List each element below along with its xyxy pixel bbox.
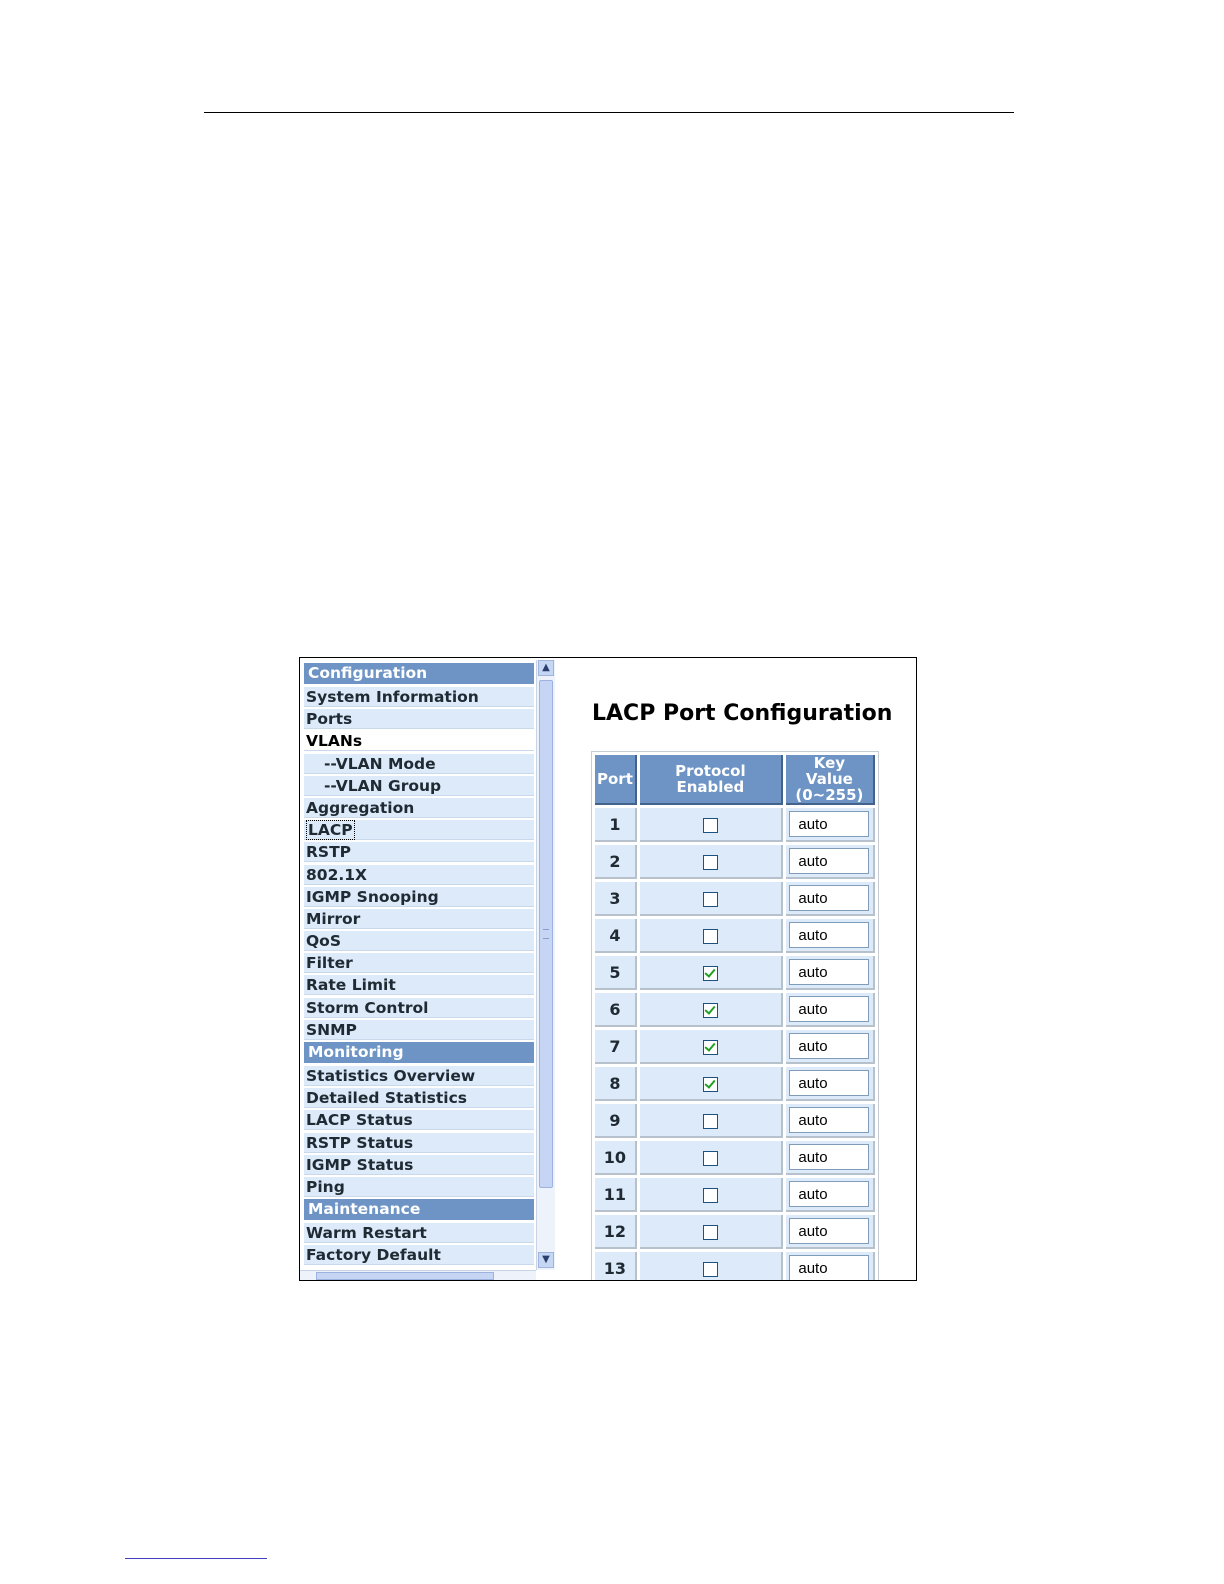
table-row xyxy=(595,1030,875,1064)
key-value-input[interactable] xyxy=(789,1070,869,1096)
key-value-range: (0~255) xyxy=(795,786,864,804)
protocol-enabled-cell xyxy=(640,993,783,1027)
protocol-enabled-checkbox[interactable] xyxy=(703,1188,718,1203)
table-row xyxy=(595,845,875,879)
port-number: 10 xyxy=(595,1141,637,1175)
key-value-input[interactable] xyxy=(789,811,869,837)
nav-item-lacp-status[interactable] xyxy=(304,1110,534,1130)
key-value-cell xyxy=(786,845,875,879)
nav-item-vlans[interactable] xyxy=(304,731,534,751)
key-value-input[interactable] xyxy=(789,885,869,911)
protocol-enabled-checkbox[interactable] xyxy=(703,1151,718,1166)
protocol-enabled-checkbox[interactable] xyxy=(703,966,718,981)
table-row xyxy=(595,956,875,990)
nav-label: Ports xyxy=(306,710,353,729)
scroll-down-arrow-icon[interactable]: ▼ xyxy=(538,1252,554,1268)
nav-section-configuration xyxy=(304,663,534,684)
nav-item-igmp-snooping[interactable] xyxy=(304,887,534,907)
table-row xyxy=(595,1141,875,1175)
page-title: LACP Port Configuration xyxy=(592,701,893,726)
nav-item-igmp-status[interactable] xyxy=(304,1155,534,1175)
nav-label: Ping xyxy=(306,1177,345,1196)
port-number: 1 xyxy=(595,808,637,842)
key-value-input[interactable] xyxy=(789,1107,869,1133)
table-row xyxy=(595,882,875,916)
table-row xyxy=(595,1215,875,1249)
nav-label: Warm Restart xyxy=(306,1224,427,1243)
protocol-enabled-cell xyxy=(640,956,783,990)
key-value-cell xyxy=(786,808,875,842)
protocol-enabled-cell xyxy=(640,1141,783,1175)
nav-item-factory-default[interactable] xyxy=(304,1245,534,1265)
browser-frame xyxy=(299,657,917,1281)
nav-item-snmp[interactable] xyxy=(304,1020,534,1040)
nav-item-vlan-group[interactable] xyxy=(304,776,534,796)
key-value-input[interactable] xyxy=(789,1181,869,1207)
protocol-enabled-checkbox[interactable] xyxy=(703,1003,718,1018)
nav-label: RSTP Status xyxy=(306,1133,414,1152)
nav-item-warm-restart[interactable] xyxy=(304,1223,534,1243)
column-header-port: Port xyxy=(595,755,637,805)
key-value-cell xyxy=(786,1030,875,1064)
nav-label: IGMP Snooping xyxy=(306,887,439,906)
nav-item-system-information[interactable] xyxy=(304,687,534,707)
key-value-input[interactable] xyxy=(789,1218,869,1244)
nav-label: --VLAN Mode xyxy=(324,754,436,773)
table-row xyxy=(595,919,875,953)
protocol-enabled-checkbox[interactable] xyxy=(703,1077,718,1092)
table-row xyxy=(595,1104,875,1138)
nav-label: Filter xyxy=(306,954,353,973)
port-number: 4 xyxy=(595,919,637,953)
key-value-input[interactable] xyxy=(789,996,869,1022)
port-number: 5 xyxy=(595,956,637,990)
protocol-enabled-checkbox[interactable] xyxy=(703,1262,718,1277)
key-value-cell xyxy=(786,882,875,916)
port-number: 12 xyxy=(595,1215,637,1249)
key-value-input[interactable] xyxy=(789,1033,869,1059)
nav-label: Detailed Statistics xyxy=(306,1089,467,1108)
nav-label: Storm Control xyxy=(306,998,429,1017)
horizontal-scrollbar-thumb[interactable] xyxy=(316,1272,494,1280)
navigation-pane xyxy=(300,658,556,1280)
nav-vertical-scrollbar[interactable] xyxy=(536,660,555,1270)
nav-label: QoS xyxy=(306,932,341,951)
port-number: 8 xyxy=(595,1067,637,1101)
key-value-cell xyxy=(786,956,875,990)
key-value-cell xyxy=(786,1215,875,1249)
nav-label: Mirror xyxy=(306,909,361,928)
protocol-enabled-cell xyxy=(640,882,783,916)
protocol-enabled-cell xyxy=(640,808,783,842)
protocol-enabled-checkbox[interactable] xyxy=(703,929,718,944)
table-row xyxy=(595,1178,875,1212)
nav-horizontal-scrollbar[interactable] xyxy=(300,1270,536,1280)
protocol-enabled-cell xyxy=(640,1067,783,1101)
scroll-up-arrow-icon[interactable]: ▲ xyxy=(538,660,554,676)
nav-item-detailed-statistics[interactable] xyxy=(304,1088,534,1108)
nav-item-filter[interactable] xyxy=(304,953,534,973)
nav-label: Statistics Overview xyxy=(306,1067,476,1085)
key-value-label: Key Value xyxy=(805,754,853,788)
nav-label: Maintenance xyxy=(308,1200,421,1219)
port-number: 7 xyxy=(595,1030,637,1064)
nav-label: IGMP Status xyxy=(306,1155,414,1174)
nav-item-rate-limit[interactable] xyxy=(304,975,534,995)
nav-label: Configuration xyxy=(308,664,428,682)
table-row xyxy=(595,1067,875,1101)
column-header-protocol-enabled: Protocol Enabled xyxy=(640,755,783,805)
protocol-enabled-cell xyxy=(640,1030,783,1064)
key-value-input[interactable] xyxy=(789,1255,869,1281)
port-number: 11 xyxy=(595,1178,637,1212)
nav-item-ports[interactable] xyxy=(304,709,534,729)
nav-label: LACP xyxy=(308,821,353,840)
scrollbar-thumb[interactable] xyxy=(539,680,553,1188)
protocol-enabled-cell xyxy=(640,1104,783,1138)
protocol-enabled-cell xyxy=(640,1252,783,1281)
nav-item-ping[interactable] xyxy=(304,1177,534,1197)
nav-item-mirror[interactable] xyxy=(304,909,534,929)
footnote-rule xyxy=(125,1558,267,1559)
nav-section-monitoring xyxy=(304,1042,534,1063)
port-number: 6 xyxy=(595,993,637,1027)
lacp-port-table xyxy=(592,752,878,1281)
protocol-enabled-cell xyxy=(640,1215,783,1249)
key-value-input[interactable] xyxy=(789,959,869,985)
protocol-enabled-checkbox[interactable] xyxy=(703,1114,718,1129)
column-header-key-value xyxy=(786,755,875,805)
nav-item-vlan-mode[interactable] xyxy=(304,754,534,774)
scrollbar-grip-icon xyxy=(543,929,549,939)
protocol-enabled-cell xyxy=(640,845,783,879)
table-row xyxy=(595,808,875,842)
nav-label: RSTP xyxy=(306,843,352,862)
protocol-enabled-cell xyxy=(640,1178,783,1212)
nav-menu xyxy=(304,663,534,1268)
key-value-cell xyxy=(786,1067,875,1101)
protocol-enabled-checkbox[interactable] xyxy=(703,1040,718,1055)
nav-section-maintenance xyxy=(304,1199,534,1220)
protocol-enabled-checkbox[interactable] xyxy=(703,892,718,907)
port-number: 13 xyxy=(595,1252,637,1281)
nav-label: Monitoring xyxy=(308,1043,404,1061)
nav-item-rstp-status[interactable] xyxy=(304,1133,534,1153)
nav-item-storm-control[interactable] xyxy=(304,998,534,1018)
nav-label: SNMP xyxy=(306,1020,357,1039)
port-number: 9 xyxy=(595,1104,637,1138)
nav-item-rstp[interactable] xyxy=(304,842,534,862)
port-number: 2 xyxy=(595,845,637,879)
nav-label: 802.1X xyxy=(306,865,367,884)
nav-item-statistics-overview[interactable] xyxy=(304,1066,534,1086)
nav-label: Factory Default xyxy=(306,1246,441,1265)
port-number: 3 xyxy=(595,882,637,916)
table-header-row xyxy=(595,755,875,805)
table-body xyxy=(595,808,875,1281)
key-value-cell xyxy=(786,919,875,953)
nav-label: LACP Status xyxy=(306,1111,413,1130)
nav-item-lacp[interactable] xyxy=(304,820,534,840)
nav-label: --VLAN Group xyxy=(324,776,442,795)
key-value-input[interactable] xyxy=(789,848,869,874)
page-top-rule xyxy=(204,112,1014,113)
table-row xyxy=(595,1252,875,1281)
protocol-enabled-checkbox[interactable] xyxy=(703,1225,718,1240)
nav-label: System Information xyxy=(306,688,479,706)
nav-label: Aggregation xyxy=(306,798,415,817)
nav-item-aggregation[interactable] xyxy=(304,798,534,818)
key-value-cell xyxy=(786,993,875,1027)
nav-item-qos[interactable] xyxy=(304,931,534,951)
nav-item-802-1x[interactable] xyxy=(304,865,534,885)
key-value-cell xyxy=(786,1252,875,1281)
nav-label: VLANs xyxy=(306,732,363,751)
key-value-cell xyxy=(786,1178,875,1212)
key-value-cell xyxy=(786,1104,875,1138)
table-row xyxy=(595,993,875,1027)
key-value-input[interactable] xyxy=(789,922,869,948)
key-value-cell xyxy=(786,1141,875,1175)
protocol-enabled-checkbox[interactable] xyxy=(703,818,718,833)
protocol-enabled-cell xyxy=(640,919,783,953)
nav-label: Rate Limit xyxy=(306,976,396,995)
key-value-input[interactable] xyxy=(789,1144,869,1170)
protocol-enabled-checkbox[interactable] xyxy=(703,855,718,870)
